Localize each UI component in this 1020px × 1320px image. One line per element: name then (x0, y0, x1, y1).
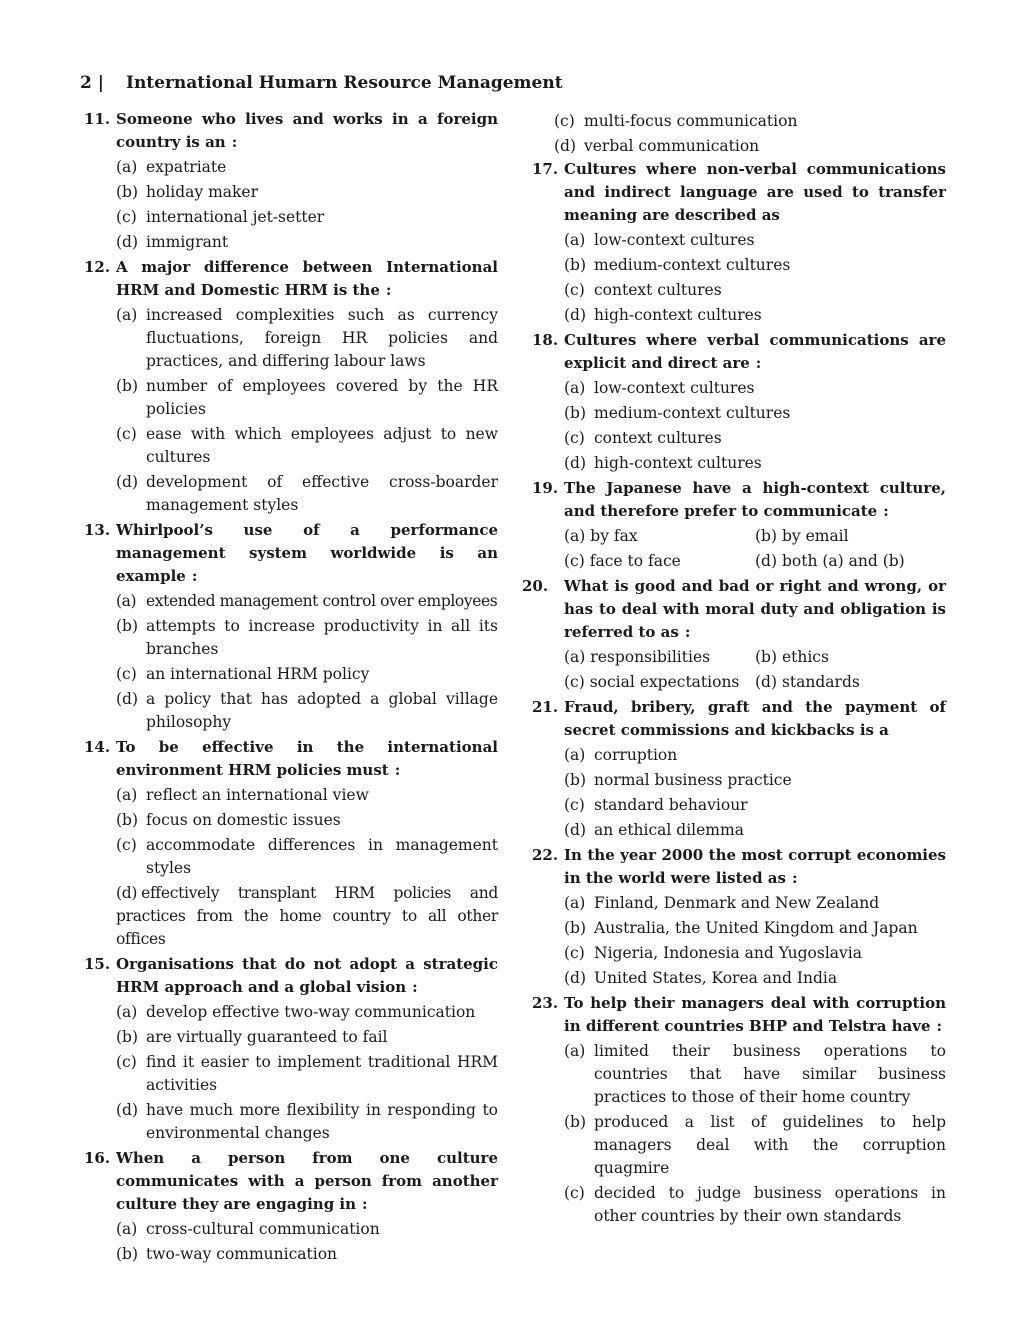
option: (d) United States, Korea and India (564, 969, 838, 987)
question-15 (84, 953, 498, 1145)
option: (d) high-context cultures (564, 454, 762, 472)
question-text: Cultures where verbal communications are explicit and direct are : (564, 331, 946, 372)
option: (a) corruption (564, 746, 678, 764)
question-number: 11. (84, 110, 111, 128)
question-12 (84, 256, 498, 517)
option: (d) have much more flexibility in responding to environmental changes (116, 1101, 498, 1142)
option: (b) Australia, the United Kingdom and Japan (564, 919, 918, 937)
option: (c) decided to judge business operations in other countries by their own standards (564, 1184, 946, 1225)
option: (a) responsibilities (564, 648, 711, 666)
option: (c) standard behaviour (564, 796, 748, 814)
option: (a) extended management control over employees (116, 592, 498, 610)
option: (d) development of effective cross-boarder management styles (116, 473, 498, 514)
option: (d) an ethical dilemma (564, 821, 744, 839)
question-number: 22. (532, 846, 559, 864)
question-number: 16. (84, 1149, 111, 1167)
option: (a) expatriate (116, 158, 227, 176)
question-number: 23. (532, 994, 559, 1012)
option: (b) are virtually guaranteed to fail (116, 1028, 388, 1046)
question-text: Organisations that do not adopt a strategic HRM approach and a global vision : (116, 955, 498, 996)
question-13 (84, 519, 498, 734)
option: (d) standards (755, 673, 860, 691)
option: (d) effectively transplant HRM policies and practices from the home country to all other offices (116, 884, 498, 948)
option: (c) an international HRM policy (116, 665, 370, 683)
page-header (80, 73, 563, 93)
question-number: 14. (84, 738, 111, 756)
left-column (84, 108, 498, 1266)
question-text: What is good and bad or right and wrong, or has to deal with moral duty and obligation is referred to as : (564, 577, 946, 641)
question-text: Fraud, bribery, graft and the payment of secret commissions and kickbacks is a (564, 698, 946, 739)
question-23 (522, 992, 946, 1228)
question-text: To help their managers deal with corruption in different countries BHP and Telstra have : (564, 994, 946, 1035)
option: (c) face to face (564, 552, 681, 570)
question-22 (522, 844, 946, 990)
option: (d) a policy that has adopted a global village philosophy (116, 690, 498, 731)
question-text: When a person from one culture communicates with a person from another culture they are engaging in : (116, 1149, 498, 1213)
question-number: 18. (532, 331, 559, 349)
option: (d) verbal communication (554, 137, 760, 155)
question-17 (522, 158, 946, 327)
option: (b) produced a list of guidelines to help managers deal with the corruption quagmire (564, 1113, 946, 1177)
question-14 (84, 736, 498, 951)
option: (a) low-context cultures (564, 379, 755, 397)
option: (a) by fax (564, 527, 638, 545)
question-number: 15. (84, 955, 111, 973)
question-number: 13. (84, 521, 111, 539)
question-11 (84, 108, 498, 254)
question-21 (522, 696, 946, 842)
option-row (564, 550, 946, 573)
option-row (564, 525, 946, 548)
option: (a) limited their business operations to countries that have similar business practices to those of their home country (564, 1042, 946, 1106)
option: (c) find it easier to implement traditional HRM activities (116, 1053, 498, 1094)
option: (b) normal business practice (564, 771, 792, 789)
option: (d) both (a) and (b) (755, 552, 905, 570)
question-number: 19. (532, 479, 559, 497)
option: (c) international jet-setter (116, 208, 325, 226)
option: (b) holiday maker (116, 183, 258, 201)
option: (a) Finland, Denmark and New Zealand (564, 894, 880, 912)
option: (a) increased complexities such as currency fluctuations, foreign HR policies and practices, and differing labour laws (116, 306, 498, 370)
option: (c) accommodate differences in management styles (116, 836, 498, 877)
question-text: The Japanese have a high-context culture, and therefore prefer to communicate : (564, 479, 946, 520)
option-row (564, 671, 946, 694)
option: (b) medium-context cultures (564, 256, 791, 274)
option: (c) multi-focus communication (554, 112, 798, 130)
question-number: 20. (522, 577, 549, 595)
question-number: 21. (532, 698, 559, 716)
question-text: Cultures where non-verbal communications and indirect language are used to transfer meaning are described as (564, 160, 946, 224)
question-16 (84, 1147, 498, 1266)
question-16-continued (522, 110, 946, 158)
question-text: In the year 2000 the most corrupt economies in the world were listed as : (564, 846, 946, 887)
option: (a) develop effective two-way communication (116, 1003, 476, 1021)
question-text: To be effective in the international environment HRM policies must : (116, 738, 498, 779)
option: (c) context cultures (564, 429, 722, 447)
question-text: A major difference between International HRM and Domestic HRM is the : (116, 258, 498, 299)
option-row (564, 646, 946, 669)
question-19 (522, 477, 946, 573)
option: (a) low-context cultures (564, 231, 755, 249)
question-number: 12. (84, 258, 111, 276)
question-number: 17. (532, 160, 559, 178)
option: (d) high-context cultures (564, 306, 762, 324)
option: (c) ease with which employees adjust to new cultures (116, 425, 498, 466)
option: (c) social expectations (564, 673, 740, 691)
option: (c) Nigeria, Indonesia and Yugoslavia (564, 944, 862, 962)
page-number: 2 | (80, 73, 104, 93)
question-20 (522, 575, 946, 694)
option: (b) two-way communication (116, 1245, 338, 1263)
option: (d) immigrant (116, 233, 229, 251)
option: (b) medium-context cultures (564, 404, 791, 422)
question-text: Whirlpool’s use of a performance management system worldwide is an example : (116, 521, 498, 585)
book-title: International Humarn Resource Management (126, 73, 563, 93)
right-column (522, 108, 946, 1228)
option: (b) ethics (755, 648, 829, 666)
option: (b) by email (755, 527, 849, 545)
option: (a) cross-cultural communication (116, 1220, 380, 1238)
option: (b) attempts to increase productivity in all its branches (116, 617, 498, 658)
option: (b) focus on domestic issues (116, 811, 341, 829)
question-18 (522, 329, 946, 475)
option: (b) number of employees covered by the HR policies (116, 377, 498, 418)
question-text: Someone who lives and works in a foreign country is an : (116, 110, 498, 151)
option: (c) context cultures (564, 281, 722, 299)
option: (a) reflect an international view (116, 786, 369, 804)
